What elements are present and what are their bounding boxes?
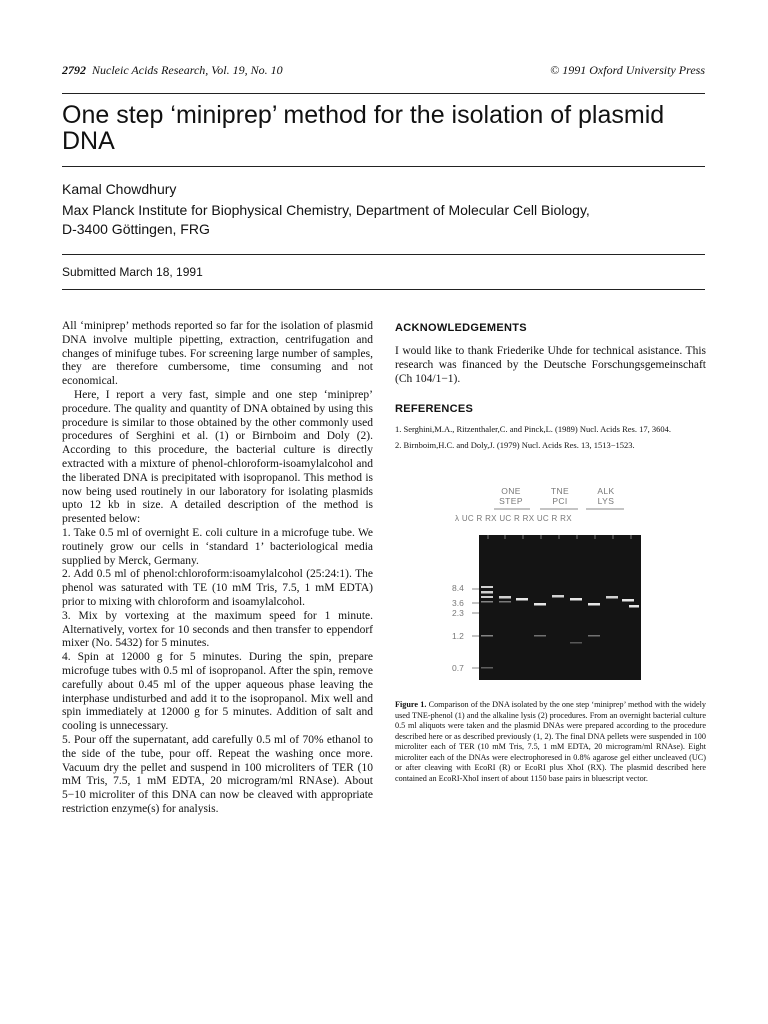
- running-header: [62, 63, 283, 78]
- affiliation-line-1: Max Planck Institute for Biophysical Chemistry, Department of Molecular Cell Biology,: [62, 202, 590, 218]
- lane-group-alk-lys: [587, 486, 625, 506]
- affiliation-line-2: D-3400 Göttingen, FRG: [62, 221, 210, 237]
- author-name: Kamal Chowdhury: [62, 181, 177, 197]
- lane-group-label: ONE: [501, 486, 521, 496]
- size-marker: 0.7: [452, 663, 464, 673]
- step-1: 1. Take 0.5 ml of overnight E. coli culture in a microfuge tube. We routinely grow our cells in ‘standard 1’ bacteriological media supplied by Merck, Germany.: [62, 526, 373, 567]
- acknowledgements-heading: ACKNOWLEDGEMENTS: [395, 322, 527, 334]
- submission-date: Submitted March 18, 1991: [62, 265, 203, 279]
- references-list: [395, 424, 706, 455]
- journal-citation: Nucleic Acids Research, Vol. 19, No. 10: [92, 63, 283, 77]
- lane-codes: λ UC R RX UC R RX UC R RX: [455, 514, 572, 523]
- lane-group-underlines: [478, 506, 642, 512]
- size-marker-ticks: [472, 586, 480, 671]
- step-5: 5. Pour off the supernatant, add carefully 0.5 ml of 70% ethanol to the side of the tube, pour off. Repeat the washing once more. Vacuum dry the pellet and suspend in 100 microliters of TER (10 mM Tris, 7.5, 1 mM EDTA, 20 microgram/ml RNAse). About 5−10 microliter of this DNA can now be cleaved with appropriate restriction enzyme(s) for analysis.: [62, 733, 373, 815]
- method-paragraph: Here, I report a very fast, simple and one step ‘miniprep’ procedure. The quality and quantity of DNA obtained by using this procedure is similar to those obtained by the other commonly used procedures of Serghini et al. (1) or Birnboim and Doly (2). According to this procedure, the bacterial culture is directly extracted with a mixture of phenol-chloroform-isoamylalcohol and the liberated DNA is precipitated with isopropanol. This method is now being used routinely in our laboratory for isolating plasmids upto 12 kb in size. A detailed description of the method is presented below:: [62, 388, 373, 526]
- reference-2: 2. Birnboim,H.C. and Doly,J. (1979) Nucl. Acids Res. 13, 1513−1523.: [395, 439, 635, 450]
- figure-caption-text: Comparison of the DNA isolated by the one step ‘miniprep’ method with the widely used TNE-phenol (1) and the alkaline lysis (2) procedures. From an overnight bacterial culture 0.5 ml aliquots were taken and the plasmid DNAs were prepared according to the procedure described here or as described previously (1, 2). The final DNA pellets were suspended in 100 microliter each of TER (10 mM Tris, 7.5, 1 mM EDTA, 20 microgram/ml RNAse). Eight microliter each of the DNAs were electrophoresed in 0.8% agarose gel either uncleaved (UC) or after cleaving with EcoRI (R) or EcoRI plus XhoI (RX). The plasmid described here contained an EcoRI-XhoI insert of about 1150 base pairs in bluescript vector.: [395, 700, 707, 783]
- size-marker: 2.3: [452, 608, 464, 618]
- step-4: 4. Spin at 12000 g for 5 minutes. During the spin, prepare microfuge tubes with 0.5 ml of isopropanol. After the spin, remove carefully about 0.45 ml of the upper aqueous phase leaving the interphase undisturbed and add it to the isopropanol. Mix well and spin immediately at 12000 g for 5 minutes. Addition of salt and cooling is unnecessary.: [62, 651, 373, 733]
- gel-bands: [479, 535, 641, 680]
- lane-group-label: STEP: [499, 496, 523, 506]
- header-rule: [62, 93, 705, 94]
- figure-label: Figure 1.: [395, 700, 427, 709]
- title-rule: [62, 166, 705, 167]
- figure-caption: [395, 700, 706, 784]
- lane-group-label: ALK: [597, 486, 615, 496]
- step-2: 2. Add 0.5 ml of phenol:chloroform:isoamylalcohol (25:24:1). The phenol was saturated with TE (10 mM Tris, 7.5, 1 mM EDTA) prior to mixing with chloroform and isoamylalcohol.: [62, 568, 373, 608]
- author-affiliation: [62, 201, 702, 239]
- size-marker: 8.4: [452, 583, 464, 593]
- lane-group-label: TNE: [550, 486, 570, 496]
- main-text-column: [62, 320, 373, 817]
- agarose-gel-image: [479, 535, 641, 680]
- acknowledgements-text: I would like to thank Friederike Uhde for technical asistance. This research was financed by the Deutsche Forschungsgemeinschaft (Ch 104/1−1).: [395, 345, 706, 385]
- reference-1: 1. Serghini,M.A., Ritzenthaler,C. and Pinck,L. (1989) Nucl. Acids Res. 17, 3604.: [395, 424, 671, 434]
- step-3: 3. Mix by vortexing at the maximum speed for 1 minute. Alternatively, vortex for 10 seconds and then transfer to eppendorf mixer (No. 5432) for 5 minutes.: [62, 609, 373, 650]
- affiliation-rule: [62, 254, 705, 255]
- article-title: One step ‘miniprep’ method for the isolation of plasmid DNA: [62, 101, 665, 155]
- lane-group-label: PCI: [552, 496, 568, 506]
- size-marker: 3.6: [452, 598, 464, 608]
- copyright-notice: © 1991 Oxford University Press: [550, 63, 705, 77]
- lane-group-one-step: [492, 486, 530, 506]
- submitted-rule: [62, 289, 705, 290]
- page-number: 2792: [62, 63, 86, 77]
- lane-group-tne-pci: [541, 486, 579, 506]
- size-marker: 1.2: [452, 631, 464, 641]
- lane-group-label: LYS: [597, 496, 615, 506]
- intro-paragraph: All ‘miniprep’ methods reported so far for the isolation of plasmid DNA involve multiple pipetting, extraction, centrifugation and changes of minifuge tubes. For screening large number of samples, they are therefore cumbersome, time consuming and not economical.: [62, 320, 373, 388]
- references-heading: REFERENCES: [395, 403, 474, 415]
